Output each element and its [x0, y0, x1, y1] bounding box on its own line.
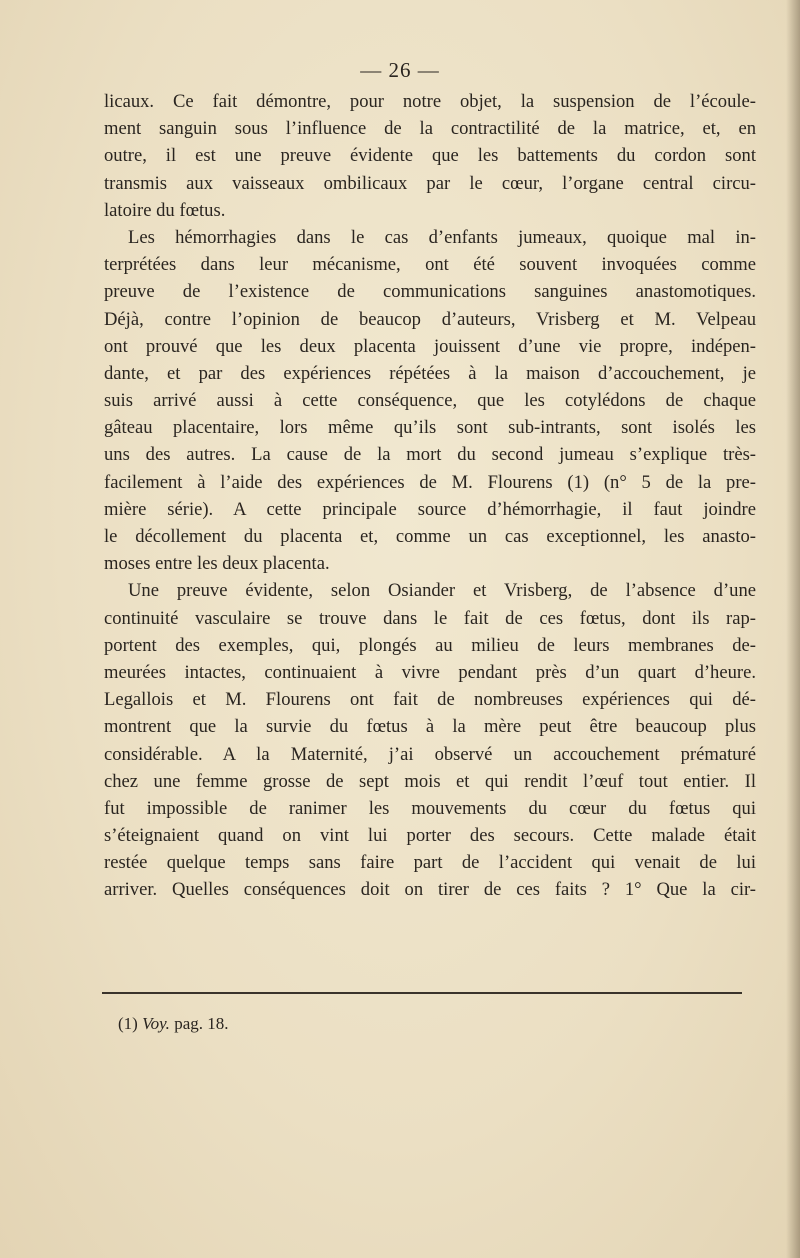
- text-line: gâteau placentaire, lors même qu’ils sont sub-intrants, sont isolés les: [104, 417, 756, 439]
- page-number: — 26 —: [360, 58, 440, 82]
- footnote-marker: (1): [118, 1014, 138, 1033]
- text-line: arriver. Quelles conséquences doit on tirer de ces faits ? 1° Que la cir-: [104, 879, 756, 901]
- main-text-block: [104, 88, 756, 904]
- text-line: Legallois et M. Flourens ont fait de nombreuses expériences qui dé-: [104, 689, 756, 711]
- text-line: uns des autres. La cause de la mort du second jumeau s’explique très-: [104, 444, 756, 466]
- text-line: restée quelque temps sans faire part de l’accident qui venait de lui: [104, 852, 756, 874]
- footnote-ref: pag. 18.: [174, 1014, 229, 1033]
- text-line: ont prouvé que les deux placenta jouissent d’une vie propre, indépen-: [104, 335, 756, 357]
- text-line: outre, il est une preuve évidente que les battements du cordon sont: [104, 145, 756, 167]
- text-line: Une preuve évidente, selon Osiander et Vrisberg, de l’absence d’une: [128, 580, 756, 602]
- text-line: licaux. Ce fait démontre, pour notre objet, la suspension de l’écoule-: [104, 91, 756, 112]
- text-line: fut impossible de ranimer les mouvements du cœur du fœtus qui: [104, 797, 756, 819]
- text-line: facilement à l’aide des expériences de M. Flourens (1) (n° 5 de la pre-: [104, 471, 756, 493]
- text-line: Les hémorrhagies dans le cas d’enfants jumeaux, quoique mal in-: [128, 226, 756, 248]
- text-line: considérable. A la Maternité, j’ai observé un accouchement prématuré: [104, 743, 756, 765]
- text-line: continuité vasculaire se trouve dans le fait de ces fœtus, dont ils rap-: [104, 607, 756, 629]
- text-line: latoire du fœtus.: [104, 199, 226, 221]
- text-line: moses entre les deux placenta.: [104, 553, 330, 575]
- text-line: preuve de l’existence de communications sanguines anastomotiques.: [104, 281, 756, 303]
- text-line: meurées intactes, continuaient à vivre pendant près d’un quart d’heure.: [104, 661, 756, 683]
- text-line: montrent que la survie du fœtus à la mère peut être beaucoup plus: [104, 716, 756, 738]
- page-edge-shadow: [786, 0, 800, 1258]
- footnote: [118, 1014, 228, 1034]
- text-line: suis arrivé aussi à cette conséquence, que les cotylédons de chaque: [104, 390, 756, 412]
- text-line: s’éteignaient quand on vint lui porter des secours. Cette malade était: [104, 825, 756, 847]
- text-line: transmis aux vaisseaux ombilicaux par le cœur, l’organe central circu-: [104, 172, 756, 194]
- footnote-abbrev: Voy.: [142, 1014, 170, 1033]
- text-line: portent des exemples, qui, plongés au milieu de leurs membranes de-: [104, 634, 756, 656]
- text-line: mière série). A cette principale source d’hémorrhagie, il faut joindre: [104, 498, 756, 520]
- text-line: Déjà, contre l’opinion de beaucop d’auteurs, Vrisberg et M. Velpeau: [104, 308, 756, 330]
- text-line: terprétées dans leur mécanisme, ont été souvent invoquées comme: [104, 254, 756, 276]
- text-line: le décollement du placenta et, comme un cas exceptionnel, les anasto-: [104, 526, 756, 547]
- text-line: ment sanguin sous l’influence de la contractilité de la matrice, et, en: [104, 118, 756, 140]
- text-line: chez une femme grosse de sept mois et qui rendit l’œuf tout entier. Il: [104, 770, 756, 792]
- footnote-divider: [102, 992, 742, 994]
- text-line: dante, et par des expériences répétées à la maison d’accouchement, je: [104, 362, 756, 384]
